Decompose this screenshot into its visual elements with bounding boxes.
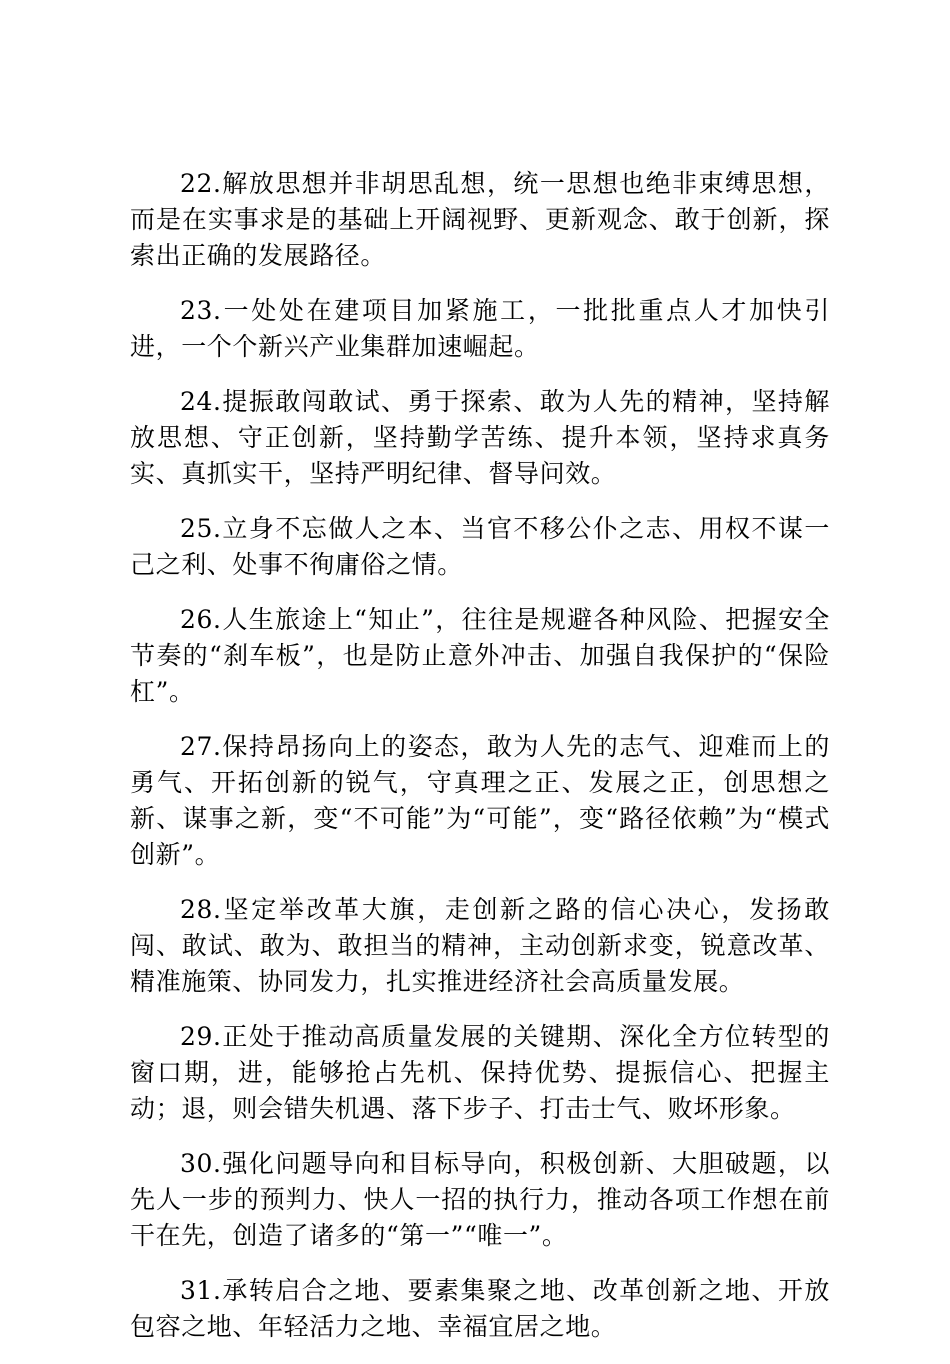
paragraph-22: 22.解放思想并非胡思乱想，统一思想也绝非束缚思想，而是在实事求是的基础上开阔视野、更新观念、敢于创新，探索出正确的发展路径。 [130,169,830,270]
paragraph-31: 31.承转启合之地、要素集聚之地、改革创新之地、开放包容之地、年轻活力之地、幸福宜居之地。 [130,1276,830,1341]
paragraph-30: 30.强化问题导向和目标导向，积极创新、大胆破题，以先人一步的预判力、快人一招的执行力，推动各项工作想在前干在先，创造了诸多的“第一”“唯一”。 [130,1149,830,1250]
paragraph-23: 23.一处处在建项目加紧施工，一批批重点人才加快引进，一个个新兴产业集群加速崛起。 [130,296,830,361]
paragraph-27: 27.保持昂扬向上的姿态，敢为人先的志气、迎难而上的勇气、开拓创新的锐气，守真理之正、发展之正，创思想之新、谋事之新，变“不可能”为“可能”，变“路径依赖”为“模式创新”。 [130,732,830,869]
paragraph-29: 29.正处于推动高质量发展的关键期、深化全方位转型的窗口期，进，能够抢占先机、保持优势、提振信心、把握主动；退，则会错失机遇、落下步子、打击士气、败坏形象。 [130,1022,830,1123]
paragraph-25: 25.立身不忘做人之本、当官不移公仆之志、用权不谋一己之利、处事不徇庸俗之情。 [130,514,830,579]
paragraph-28: 28.坚定举改革大旗，走创新之路的信心决心，发扬敢闯、敢试、敢为、敢担当的精神，主动创新求变，锐意改革、精准施策、协同发力，扎实推进经济社会高质量发展。 [130,895,830,996]
document-body [130,166,830,1364]
paragraph-26: 26.人生旅途上“知止”，往往是规避各种风险、把握安全节奏的“刹车板”，也是防止意外冲击、加强自我保护的“保险杠”。 [130,605,830,706]
paragraph-24: 24.提振敢闯敢试、勇于探索、敢为人先的精神，坚持解放思想、守正创新，坚持勤学苦练、提升本领，坚持求真务实、真抓实干，坚持严明纪律、督导问效。 [130,387,830,488]
